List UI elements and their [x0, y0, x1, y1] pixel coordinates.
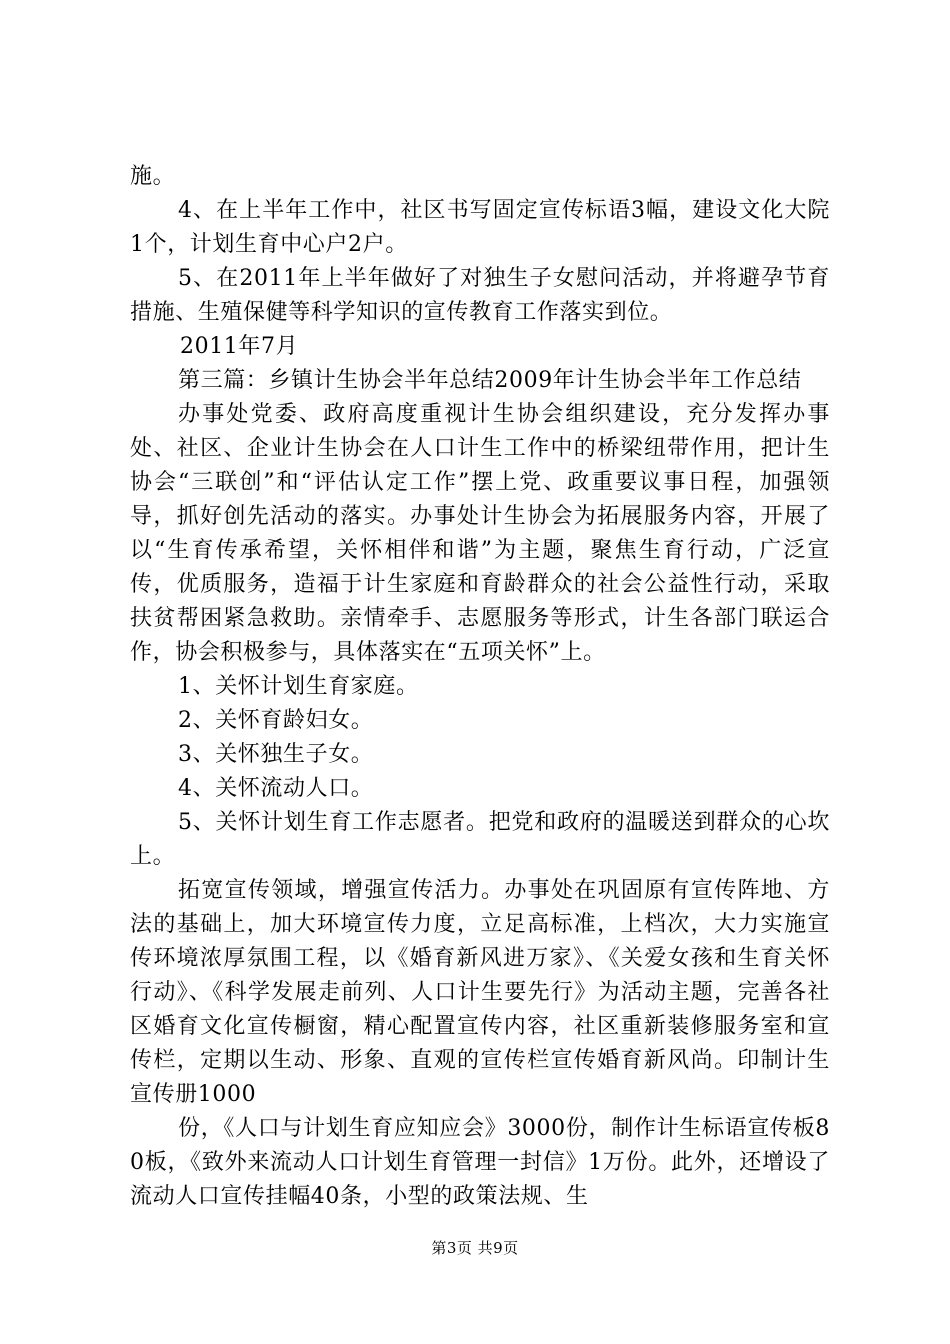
paragraph-continuation: 施。 [130, 164, 176, 189]
list-item: 3、关怀独生子女。 [178, 742, 374, 767]
date-line: 2011年7月 [180, 334, 299, 359]
document-body [130, 160, 830, 1214]
list-item: 4、关怀流动人口。 [178, 776, 374, 801]
paragraph-publicity: 拓宽宣传领域，增强宣传活力。办事处在巩固原有宣传阵地、方法的基础上，加大环境宣传力度，立足高标准，上档次，大力实施宣传环境浓厚氛围工程，以《婚育新风进万家》、《关爱女孩和生育关怀行动》、《科学发展走前列、人口计生要先行》为活动主题，完善各社区婚育文化宣传橱窗，精心配置宣传内容，社区重新装修服务室和宣传栏，定期以生动、形象、直观的宣传栏宣传婚育新风尚。印制计生宣传册1000 [130, 878, 830, 1107]
paragraph-publicity-continued: 份，《人口与计划生育应知应会》3000份，制作计生标语宣传板80板，《致外来流动人口计划生育管理一封信》1万份。此外，还增设了流动人口宣传挂幅40条，小型的政策法规、生 [130, 1116, 830, 1209]
list-item: 5、关怀计划生育工作志愿者。把党和政府的温暖送到群众的心坎上。 [130, 810, 830, 869]
list-item: 2、关怀育龄妇女。 [178, 708, 374, 733]
paragraph-intro: 办事处党委、政府高度重视计生协会组织建设，充分发挥办事处、社区、企业计生协会在人口计生工作中的桥梁纽带作用，把计生协会“三联创”和“评估认定工作”摆上党、政重要议事日程，加强领导，抓好创先活动的落实。办事处计生协会为拓展服务内容，开展了以“生育传承希望，关怀相伴和谐”为主题，聚焦生育行动，广泛宣传，优质服务，造福于计生家庭和育龄群众的社会公益性行动，采取扶贫帮困紧急救助。亲情牵手、志愿服务等形式，计生各部门联运合作，协会积极参与，具体落实在“五项关怀”上。 [130, 402, 830, 665]
paragraph-item-4: 4、在上半年工作中，社区书写固定宣传标语3幅，建设文化大院1个，计划生育中心户2户。 [130, 198, 830, 257]
paragraph-item-5: 5、在2011年上半年做好了对独生子女慰问活动，并将避孕节育措施、生殖保健等科学知识的宣传教育工作落实到位。 [130, 266, 830, 325]
section-heading: 第三篇：乡镇计生协会半年总结2009年计生协会半年工作总结 [178, 368, 802, 393]
page-footer: 第3页 共9页 [431, 1239, 519, 1257]
list-item: 1、关怀计划生育家庭。 [178, 674, 419, 699]
